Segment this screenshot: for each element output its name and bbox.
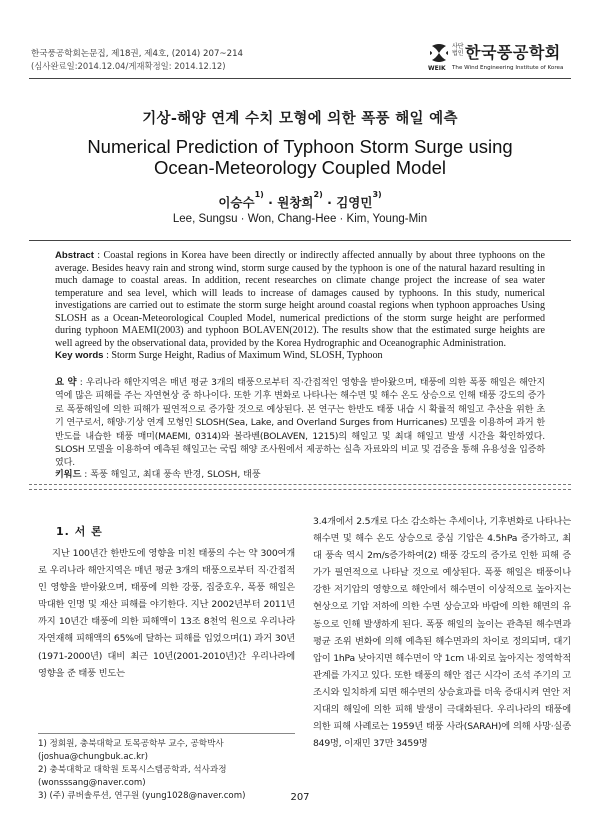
abstract-top-rule	[29, 240, 571, 241]
footnote-rule	[38, 733, 295, 734]
abstract-label: Abstract	[55, 250, 94, 261]
logo-name-ko: 한국풍공학회	[465, 43, 561, 62]
divider-dashed-2	[29, 489, 571, 490]
journal-citation: 한국풍공학회논문집, 제18권, 제4호, (2014) 207~214	[31, 49, 244, 59]
section-heading: 1. 서 론	[56, 525, 103, 538]
body-column-right: 3.4개에서 2.5개로 다소 감소하는 추세이나, 기후변화로 나타나는 해수면 및 해수 온도 상승으로 중심 기압은 4.5hPa 증가하고, 최대 풍속 역시 2m/s증가하여(2) 태풍 강도의 증가로 인한 피해 증가가 필연적으로 나타날 것으로 예상된다. 폭풍 해일은 태풍이나 강한 저기압의 영향으로 해안에서 해수면이 이상적으로 높아지는 현상으로 기압 저하에 의한 수면 상승고와 바람에 의한 해면의 유동으로 인해 발생하게 된다. 폭풍 해일의 높이는 관측된 해수면과 평균 조위 변화에 의해 예측된 해수면과의 차이로 정의되며, 대기압이 1hPa 낮아지면 해수면이 약 1cm 내·외로 높아지는 정역학적 관계를 가지고 있다. 또한 태풍의 해안 접근 시각이 조석 주기의 고조시와 일치하게 되면 해수면의 상승효과를 더욱 증대시켜 연안 저지대의 해일에 의한 피해 발생이 극대화된다. 우리나라의 태풍에 의한 피해 사례로는 1959년 태풍 사라(SARAH)에 의해 사망·실종 849명, 이재민 37만 3459명	[313, 516, 572, 750]
keywords-label: Key words	[55, 350, 104, 361]
abstract	[55, 250, 545, 350]
divider-dashed-1	[29, 484, 571, 485]
body-column-left: 지난 100년간 한반도에 영향을 미친 태풍의 수는 약 300여개로 우리나라 해안지역은 매년 평균 3개의 태풍으로부터 직·간접적인 영향을 받아왔으며, 태풍에 의한 강풍, 집중호우, 폭풍 해일은 막대한 인명 및 재산 피해를 야기한다. 지난 2002년부터 2011년까지 10년간 태풍에 의한 피해액이 13조 8천억 원으로 우리나라 자연재해 피해액의 65%에 달하는 피해를 입었으며(1) 과거 30년(1971-2000년) 대비 최근 10년(2001-2010년)간 우리나라에 영향을 준 태풍 빈도는	[38, 548, 295, 679]
title-english-line1: Numerical Prediction of Typhoon Storm Surge using	[87, 136, 513, 157]
header-rule	[29, 78, 571, 79]
keywords-ko-text: : 폭풍 해일고, 최대 풍속 반경, SLOSH, 태풍	[84, 470, 261, 480]
weik-emblem-icon	[428, 42, 450, 64]
review-dates: (심사완료일:2014.12.04/게재확정일: 2014.12.12)	[31, 61, 226, 71]
abstract-text: : Coastal regions in Korea have been directly or indirectly affected annually by about three typhoons on the average. Besides heavy rain and strong wind, storm surge caused by the typhoon is one of the natural hazard resulting in much damage to coastal areas. In addition, recent researches on climate change project the increase of sea water temperature and sea level, which will leads to increase of damages caused by typhoons. In this study, numerical investigations are carried out to estimate the storm surge height around coastal regions when typhoon approaches Using SLOSH as a Ocean-Meteorological Coupled Model, numerical predictions of the storm surge height are performed during typhoon MAEMI(2003) and typhoon BOLAVEN(2012). The results show that the estimated surge heights are well agreed by the observational data, provided by the Korea Hydrographic and Oceanographic Administration.	[55, 250, 545, 349]
keywords	[55, 350, 545, 361]
authors-korean: 이승수$^{1)}$ · 원창희$^{2)}$ · 김영민$^{3)}$	[218, 190, 382, 210]
footnote-2: 2) 충북대학교 대학원 토목시스템공학과, 석사과정 (wonsssang@naver.com)	[38, 765, 227, 788]
institute-logo	[428, 40, 578, 76]
footnote-1: 1) 정회원, 충북대학교 토목공학부 교수, 공학박사 (joshua@chungbuk.ac.kr)	[38, 739, 224, 762]
authors-english: Lee, Sungsu · Won, Chang-Hee · Kim, Young-Min	[172, 213, 428, 225]
page-number: 207	[290, 792, 310, 803]
summary-text: : 우리나라 해안지역은 매년 평균 3개의 태풍으로부터 직·간접적인 영향을 받아왔으며, 태풍에 의한 폭풍 해일은 해안지역에 많은 피해를 주는 자연현상 중 하나이다. 또한 기후 변화로 나타나는 해수면 및 해수 온도 상승으로 인해 태풍 강도의 증가로 폭풍해일에 의한 피해가 필연적으로 증가할 것으로 예상된다. 본 연구는 한반도 태풍 내습 시 확률적 해일고 추산을 위한 초기 연구로서, 해양·기상 연계 모형인 SLOSH(Sea, Lake, and Overland Surges from Hurricanes) 모델을 이용하여 과거 한반도를 내습한 태풍 매미(MAEMI, 0314)와 볼라벤(BOLAVEN, 1215)의 해일고 및 최대 해일고 발생 시간을 확인하였다. SLOSH 모델을 이용하여 예측된 해일고는 국립 해양 조사원에서 제공하는 실측 자료와의 비교 및 검증을 통해 유용성을 입증하였다.	[55, 378, 545, 469]
logo-abbr: WEIK	[428, 65, 446, 72]
logo-small-text: 사단 법인	[452, 43, 464, 57]
logo-name-en: The Wind Engineering Institute of Korea	[452, 65, 564, 71]
footnote-3: 3) (주) 큐버솔루션, 연구원 (yung1028@naver.com)	[38, 791, 246, 801]
keywords-ko-label: 키워드	[55, 470, 82, 480]
keywords-text: : Storm Surge Height, Radius of Maximum Wind, SLOSH, Typhoon	[106, 350, 383, 361]
summary-korean	[55, 376, 545, 471]
title-english-line2: Ocean-Meteorology Coupled Model	[153, 157, 447, 178]
title-korean: 기상-해양 연계 수치 모형에 의한 폭풍 해일 예측	[142, 111, 458, 127]
summary-label: 요 약	[55, 377, 77, 388]
keywords-korean	[55, 467, 545, 480]
